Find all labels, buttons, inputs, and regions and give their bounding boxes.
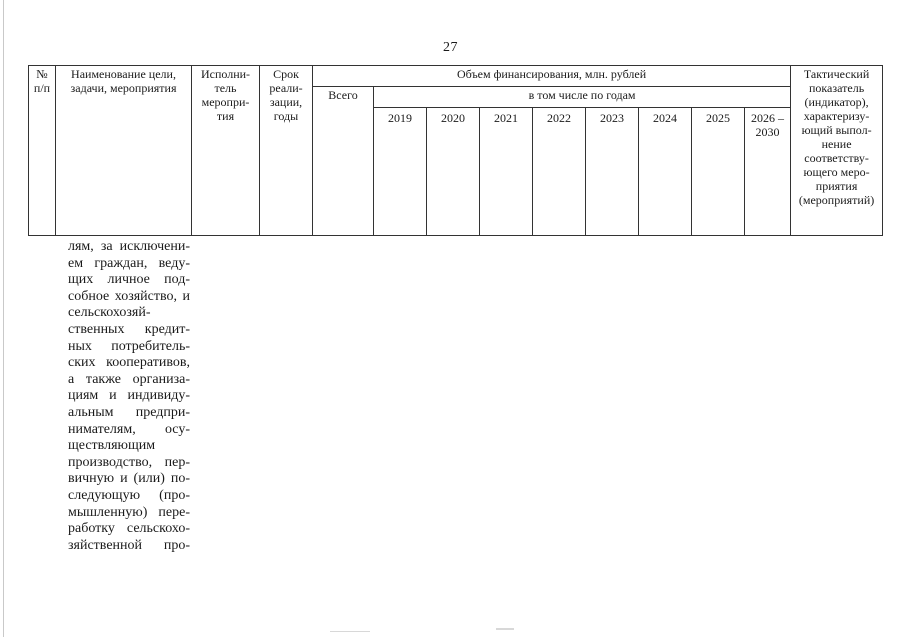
text-line: следующую (про- bbox=[68, 487, 190, 503]
header-year: 2020 bbox=[427, 108, 480, 236]
header-year: 2023 bbox=[586, 108, 639, 236]
text-line: ственных кредит- bbox=[68, 321, 190, 337]
scan-speck bbox=[330, 631, 370, 632]
header-year: 2019 bbox=[374, 108, 427, 236]
text-line: ских кооперативов, bbox=[68, 355, 190, 371]
text-line: сельскохозяй- bbox=[68, 305, 151, 321]
text-line: вичную и (или) по- bbox=[68, 471, 190, 487]
header-year: 2021 bbox=[480, 108, 533, 236]
header-by-years: в том числе по годам bbox=[374, 87, 791, 108]
text-line: собное хозяйство, и bbox=[68, 288, 190, 304]
text-line: зяйственной про- bbox=[68, 537, 190, 553]
text-line: лям, за исключени- bbox=[68, 239, 190, 254]
text-line: щих личное под- bbox=[68, 272, 190, 288]
text-line: ществляющим bbox=[68, 438, 156, 454]
header-funding: Объем финансирования, млн. рублей bbox=[313, 66, 791, 87]
text-line: а также организа- bbox=[68, 371, 190, 387]
page-left-edge bbox=[3, 0, 4, 637]
text-line: ем граждан, веду- bbox=[68, 255, 190, 271]
text-line: производство, пер- bbox=[68, 454, 190, 470]
text-line: мышленную) пере- bbox=[68, 504, 190, 520]
text-line: ных потребитель- bbox=[68, 338, 190, 354]
page-number: 27 bbox=[443, 40, 458, 55]
header-executor: Исполни- тель меропри- тия bbox=[192, 66, 260, 236]
header-total: Всего bbox=[313, 87, 374, 236]
header-num: № п/п bbox=[29, 66, 56, 236]
text-line: нимателям, осу- bbox=[68, 421, 190, 437]
header-year: 2026 – 2030 bbox=[745, 108, 791, 236]
header-year: 2022 bbox=[533, 108, 586, 236]
text-line: альным предпри- bbox=[68, 404, 190, 420]
continuation-text bbox=[68, 239, 190, 554]
header-year: 2025 bbox=[692, 108, 745, 236]
text-line: циям и индивиду- bbox=[68, 388, 190, 404]
budget-table bbox=[28, 65, 883, 236]
text-line: работку сельскохо- bbox=[68, 521, 190, 537]
scan-speck bbox=[496, 628, 514, 630]
header-name: Наименование цели, задачи, мероприятия bbox=[56, 66, 192, 236]
header-year: 2024 bbox=[639, 108, 692, 236]
header-period: Срок реали- зации, годы bbox=[260, 66, 313, 236]
header-indicator: Тактический показатель (индикатор), характеризу- ющий выпол- нение соответству- ющего меро- приятия (мероприятий) bbox=[791, 66, 883, 236]
